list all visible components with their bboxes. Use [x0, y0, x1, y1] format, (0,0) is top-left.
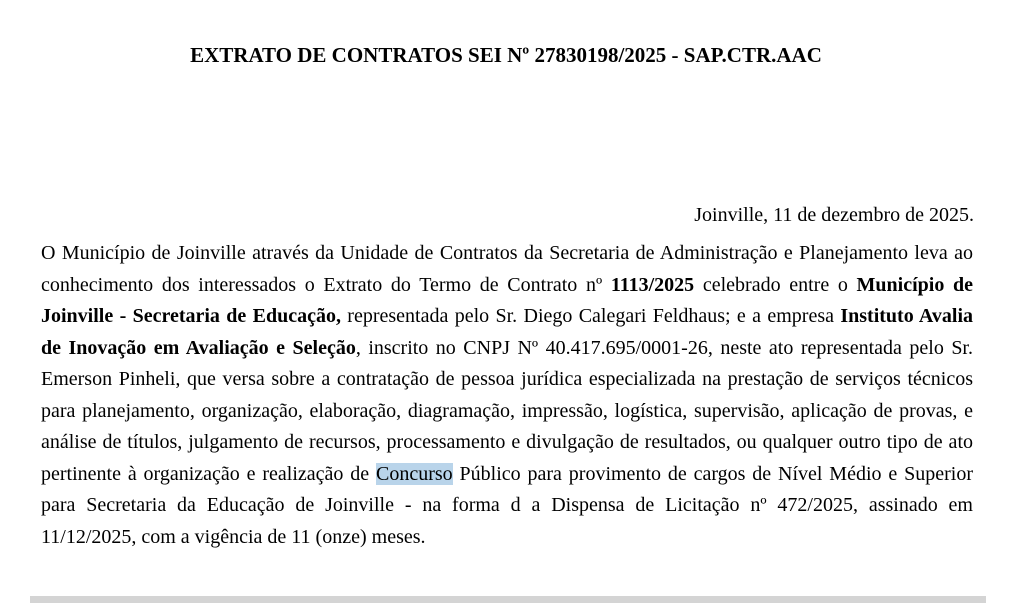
- selected-text-highlight[interactable]: Concurso: [376, 462, 453, 485]
- document-date: Joinville, 11 de dezembro de 2025.: [694, 204, 974, 226]
- body-text-5: Público para provimento de cargos de Nível Médio e Superior para Secretaria da Educação de Joinville - na forma d a Dispensa de Licitação nº 472/2025, assinado em 11/12/2025, com a vigência de 11 (onze) meses.: [41, 462, 973, 548]
- page-bottom-divider: [30, 596, 986, 603]
- contract-number: 1113/2025: [610, 273, 695, 296]
- contracting-party: Município de Joinville - Secretaria de Educação,: [41, 273, 974, 327]
- body-text-2: celebrado entre o: [694, 273, 857, 296]
- body-text-1: O Município de Joinville através da Unidade de Contratos da Secretaria de Administração e Planejamento leva ao conhecimento dos interessados o Extrato do Termo de Contrato nº: [41, 242, 973, 296]
- body-text-4: , inscrito no CNPJ Nº 40.417.695/0001-26, neste ato representada pelo Sr. Emerson Pinheli, que versa sobre a contratação de pessoa jurídica especializada na prestação de serviços técnicos para planejamento, organização, elaboração, diagramação, impressão, logística, supervisão, aplicação de provas, e análise de títulos, julgamento de recursos, processamento e divulgação de resultados, ou qualquer outro tipo de ato pertinente à organização e realização de: [41, 336, 973, 485]
- document-title: EXTRATO DE CONTRATOS SEI Nº 27830198/2025 - SAP.CTR.AAC: [190, 43, 822, 67]
- page-right-margin: [1010, 0, 1024, 603]
- body-text-3: representada pelo Sr. Diego Calegari Feldhaus; e a empresa: [340, 305, 841, 327]
- contracted-company: Instituto Avalia de Inovação em Avaliação e Seleção: [41, 305, 974, 359]
- document-body-paragraph: [41, 238, 973, 553]
